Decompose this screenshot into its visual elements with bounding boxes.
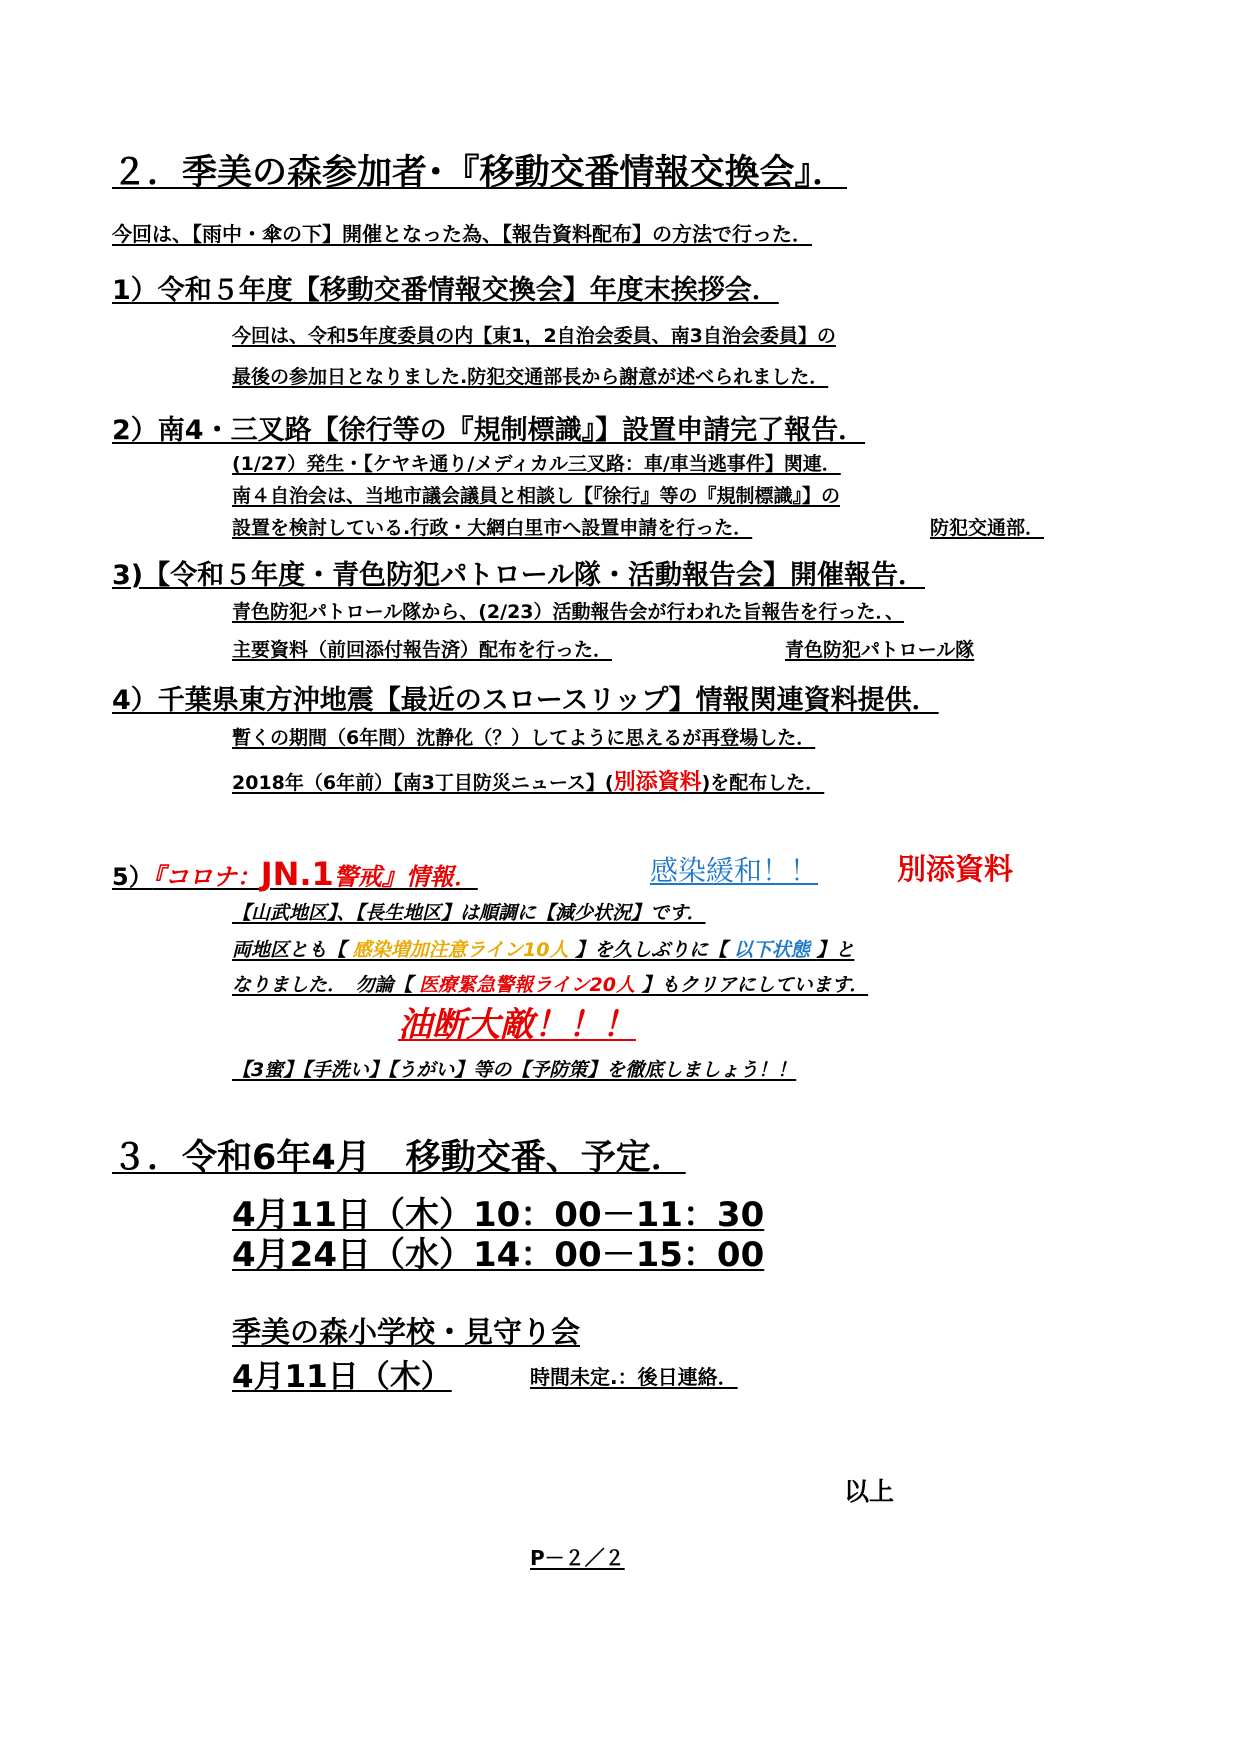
attachment-label: 別添資料 (613, 770, 702, 795)
item4-line2-after: )を配布した． (701, 772, 825, 794)
item5-line2-blue: 以下状態 (727, 939, 817, 961)
item5-line3-a: なりました． 勿論【 (232, 974, 413, 996)
item5-status: 感染緩和！！ (650, 854, 819, 887)
item3-signature: 青色防犯パトロール隊 (785, 639, 975, 661)
item1-line: 最後の参加日となりました.防犯交通部長から謝意が述べられました． (232, 366, 829, 388)
item5-title-b: JN.1 (260, 855, 334, 893)
item5-line3 (232, 975, 868, 997)
item5-line2 (232, 940, 854, 962)
item5-heading (112, 856, 478, 893)
section2-title: ２．季美の森参加者･『移動交番情報交換会』． (112, 153, 848, 193)
item3-heading: 3)【令和５年度・青色防犯パトロール隊・活動報告会】開催報告． (112, 560, 926, 591)
item3-line: 主要資料（前回添付報告済）配布を行った． (232, 639, 613, 661)
item3-line: 青色防犯パトロール隊から、(2/23）活動報告会が行われた旨報告を行った．、 (232, 601, 905, 623)
item5-line2-b: 】を久しぶりに【 (575, 939, 728, 961)
item2-heading: 2）南4・三叉路【徐行等の『規制標識』】設置申請完了報告． (112, 415, 866, 446)
school-note: 時間未定.：後日連絡． (530, 1365, 738, 1389)
item2-line: 設置を検討している.行政・大網白里市へ設置申請を行った． (232, 517, 753, 539)
item5-line2-orange: 感染増加注意ライン10人 (346, 939, 576, 961)
item5-line2-a: 両地区とも【 (232, 939, 347, 961)
item2-line: (1/27）発生・【ケヤキ通り/メディカル三叉路：車/車当逃事件】関連． (232, 453, 841, 475)
item1-heading: 1）令和５年度【移動交番情報交換会】年度末挨拶会． (112, 275, 779, 306)
item1-line: 今回は、令和5年度委員の内【東1，2自治会委員、南3自治会委員】の (232, 325, 836, 347)
item4-heading: 4）千葉県東方沖地震【最近のスロースリップ】情報関連資料提供． (112, 685, 939, 716)
item5-line1: 【山武地区】、【長生地区】は順調に【減少状況】です． (232, 902, 706, 924)
schedule-item: 4月24日（水）14：00－15：00 (232, 1235, 765, 1275)
item4-line2 (232, 770, 824, 795)
item5-line2-c: 】と (816, 939, 855, 961)
item5-line3-red: 医療緊急警報ライン20人 (412, 974, 642, 996)
closing-text: 以上 (844, 1477, 895, 1506)
item4-line2-before: 2018年（6年前）【南3丁目防災ニュース】( (232, 772, 614, 794)
school-title: 季美の森小学校・見守り会 (232, 1315, 581, 1349)
item5-warning: 油断大敵！！！ (398, 1005, 636, 1045)
item5-line3-b: 】もクリアにしています． (641, 974, 869, 996)
schedule-item: 4月11日（木）10：00－11：30 (232, 1195, 765, 1235)
item5-title-a: 『コロナ： (152, 863, 261, 891)
section2-intro: 今回は、【雨中・傘の下】開催となった為、【報告資料配布】の方法で行った． (112, 222, 812, 246)
item5-title-c: 警戒』情報． (333, 863, 478, 891)
section3-title: ３．令和6年4月 移動交番、予定． (112, 1138, 686, 1178)
item5-attachment: 別添資料 (897, 852, 1014, 886)
item5-prefix: 5） (112, 863, 153, 891)
item2-signature: 防犯交通部． (930, 517, 1045, 539)
page-number: P－２／２ (530, 1546, 625, 1570)
item5-line4: 【3蜜】【手洗い】【うがい】等の【予防策】を徹底しましょう！！ (232, 1059, 797, 1081)
school-date: 4月11日（木） (232, 1359, 452, 1395)
item2-line: 南４自治会は、当地市議会議員と相談し【『徐行』等の『規制標識』】の (232, 485, 841, 507)
item4-line: 暫くの期間（6年間）沈静化（？）してように思えるが再登場した． (232, 727, 816, 749)
